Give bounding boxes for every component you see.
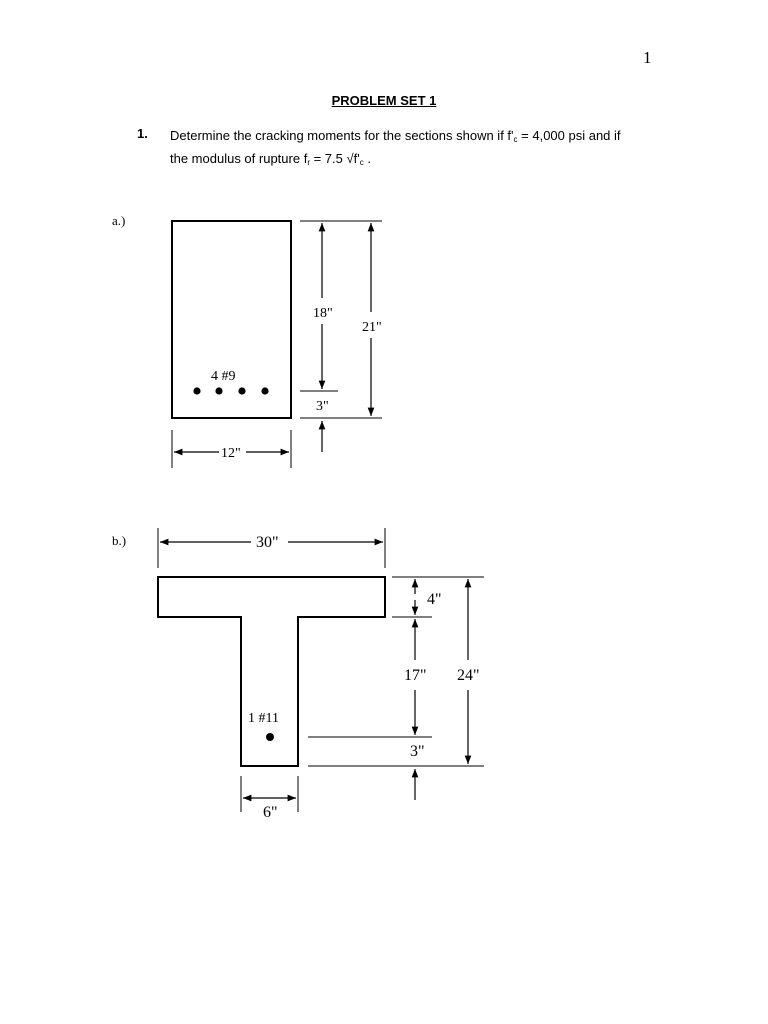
part-b-label: b.) <box>112 533 127 548</box>
fr-subscript: r <box>307 158 310 167</box>
dim-web-width: 6" <box>263 804 278 821</box>
dim-cover-b: 3" <box>410 743 425 760</box>
problem-line2-text: the modulus of rupture f <box>170 151 308 166</box>
dim-total-a: 21" <box>362 320 382 335</box>
rebar-dot <box>215 387 222 394</box>
fc-subscript: c <box>513 135 518 144</box>
section-b <box>158 528 484 821</box>
problem-line1-end: = 4,000 psi and if <box>517 128 621 143</box>
rebar-label-b: 1 #11 <box>248 711 279 726</box>
dim-depth-a: 18" <box>313 306 333 321</box>
dim-cover-a: 3" <box>316 399 329 414</box>
problem-number: 1. <box>137 126 148 141</box>
section-a <box>172 221 382 468</box>
rebar-dot <box>193 387 200 394</box>
rebar-dot <box>266 733 274 741</box>
rebar-label-a: 4 #9 <box>211 369 236 384</box>
problem-line1-text: Determine the cracking moments for the sections shown if f' <box>170 128 514 143</box>
rebar-dot <box>261 387 268 394</box>
problem-line2-formula: = 7.5 √f' <box>309 151 360 166</box>
page-number: 1 <box>643 48 652 67</box>
dim-total-b: 24" <box>457 667 480 684</box>
dim-web-depth: 17" <box>404 667 427 684</box>
page-title: PROBLEM SET 1 <box>331 93 437 108</box>
rebar-dot <box>238 387 245 394</box>
fc-subscript-2: c <box>359 158 364 167</box>
part-a-label: a.) <box>112 213 126 228</box>
dim-flange-width: 30" <box>256 534 279 551</box>
section-a-outline <box>172 221 291 418</box>
dim-width-a: 12" <box>221 446 241 461</box>
problem-line2-end: . <box>363 151 371 166</box>
dim-flange-thickness: 4" <box>427 591 442 608</box>
